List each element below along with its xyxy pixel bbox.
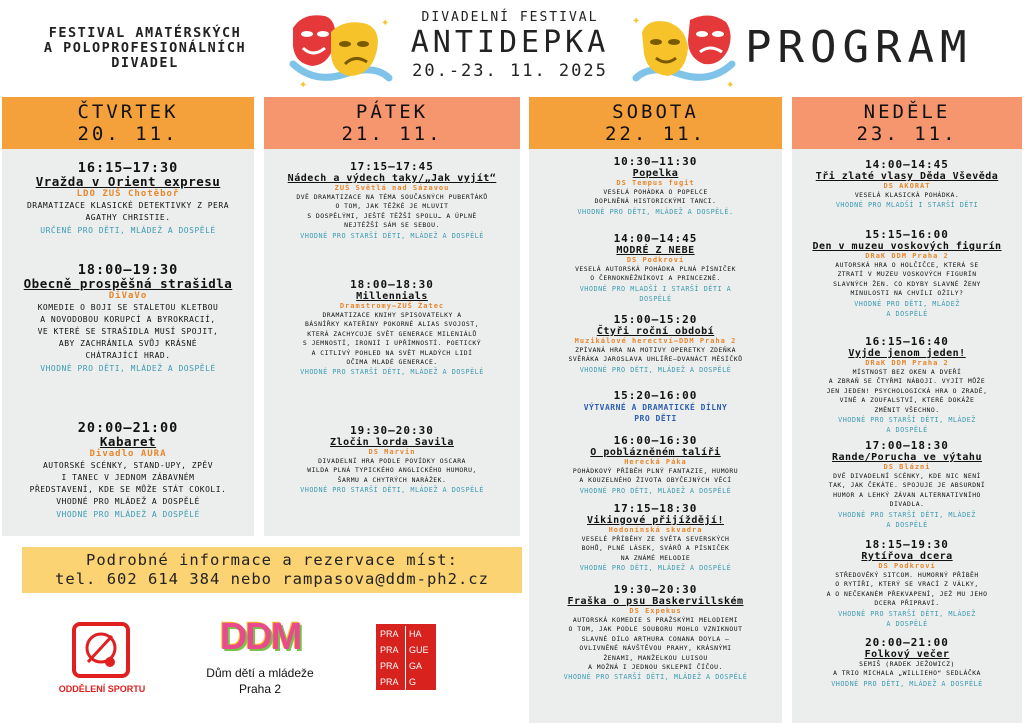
event-description-line: OVLIVNĚNÉ NÁVŠTĚVOU PRAHY, KRÁSNÝMI xyxy=(579,644,732,653)
event-description-line: ZPÍVANÁ HRA NA MOTIVY OPERETKY ZDEŇKA xyxy=(575,346,736,354)
event-description-line: HUMOR A LEHKÝ ZÁVAN ALTERNATIVNÍHO xyxy=(833,490,981,499)
event-audience: A DOSPĚLÉ xyxy=(886,309,928,318)
day-name: SOBOTA xyxy=(612,101,699,123)
event-description-line: NEJTĚŽŠÍ SÁM SE SEBOU. xyxy=(344,221,440,230)
day-name: NEDĚLE xyxy=(863,101,951,123)
event-title: Zločin lorda Savila xyxy=(330,437,454,448)
event-time: 18:00–18:30 xyxy=(350,278,434,291)
event-time: 19:30–20:30 xyxy=(613,583,698,596)
svg-text:✦: ✦ xyxy=(299,80,308,91)
event-description-line: CHÁTRAJÍCÍ HRAD. xyxy=(85,351,171,360)
event-time: 17:15–18:30 xyxy=(613,502,698,515)
event-description-line: A O NEČEKANÉM PŘEKVAPENÍ, JEŽ MU JEHO xyxy=(826,589,988,598)
event-organizer: DS Blázni xyxy=(883,463,931,471)
event-description-line: POHÁDKOVÝ PŘÍBĚH PLNÝ FANTAZIE, HUMORU xyxy=(572,467,739,475)
event-description-line: BÁSNÍŘKY KATEŘINY POKORNÉ ALIAS SVOJOST, xyxy=(305,320,479,329)
praha-logo-text: PRA xyxy=(378,658,406,674)
event-time: 17:00–18:30 xyxy=(865,439,949,452)
event-description-line: SVĚRÁKA JAROSLAVA UHLÍŘE–DVANÁCT MĚSÍČKŮ xyxy=(568,355,743,364)
event-description-line: SLAVNÝCH ŽEN. CO KDYBY SLAVNÉ ŽENY xyxy=(833,279,981,288)
event xyxy=(2,263,254,376)
event-audience: VHODNÉ PRO STARŠÍ DĚTI, MLÁDEŽ A DOSPĚLÉ xyxy=(300,368,484,377)
event-description-line: AUTORSKÁ HRA O HOLČIČCE, KTERÁ SE xyxy=(835,261,979,269)
event-time: 14:00–14:45 xyxy=(613,232,698,245)
subtitle-line-1: FESTIVAL AMATÉRSKÝCH xyxy=(48,25,242,41)
theatre-masks-left-icon xyxy=(285,6,397,94)
event-audience: DOSPĚLÉ xyxy=(639,294,672,303)
event-description-line: O TOM, JAK PODLE SOUBORU MOHLO VZNIKNOUT xyxy=(568,625,743,634)
festival-name: ANTIDEPKA xyxy=(410,25,610,60)
event xyxy=(792,229,1022,319)
event xyxy=(792,159,1022,210)
event xyxy=(529,156,782,217)
festival-label: DIVADELNÍ FESTIVAL xyxy=(421,10,599,25)
day-date: 22. 11. xyxy=(604,123,707,145)
event-description-line: S JEMNOSTÍ, IRONIÍ I UPŘÍMNOSTÍ. POETICKÝ xyxy=(302,339,482,348)
event xyxy=(2,161,254,238)
event-description-line: DVĚ DRAMATIZACE NA TÉMA SOUČASNÝCH PUBERŤÁKŮ xyxy=(296,193,488,201)
event-title: Vyjde jenom jeden! xyxy=(848,348,966,359)
event-description-line: O RYTÍŘI, KTERÝ SE VRACÍ Z VÁLKY, xyxy=(835,580,979,589)
event-title: Tři zlaté vlasy Děda Vševěda xyxy=(815,171,999,182)
praha-logo-text: HA xyxy=(409,629,422,639)
event xyxy=(2,421,254,522)
event-time: 15:20–16:00 xyxy=(613,389,698,402)
praha-logo-text: PRA xyxy=(378,642,406,658)
event-description-line: KTERÁ ZACHYCUJE SVĚT GENERACE MILENIÁLŮ xyxy=(307,329,477,338)
contact-line: tel. 602 614 384 nebo rampasova@ddm-ph2.cz xyxy=(55,570,489,588)
event-title: Vikingové přijíždějí! xyxy=(587,515,724,526)
event-description-line: A TRIO MICHALA „WILLIEHO“ SEDLÁČKA xyxy=(833,669,981,678)
event-title: Rytířova dcera xyxy=(861,551,953,562)
day-name: ČTVRTEK xyxy=(77,101,179,123)
event-organizer: Herecká Páka xyxy=(624,458,687,466)
event-description-line: A ZBRAŇ SE ČTYŘMI NÁBOJI. VYJÍT MŮŽE xyxy=(828,377,986,386)
ddm-logo-line1: Dům dětí a mládeže xyxy=(206,666,314,680)
event-time: 16:15–16:40 xyxy=(865,335,949,348)
event-audience: VHODNÉ PRO MLADŠÍ I STARŠÍ DĚTI A xyxy=(579,284,732,293)
event-organizer: Muzikálové herectví–DDM Praha 2 xyxy=(574,337,737,345)
event-description-line: O ČERNOKNĚŽNÍKOVI A PRINCEZNĚ. xyxy=(590,274,721,283)
event-time: 19:30–20:30 xyxy=(350,424,434,437)
event-description-line: MINULOSTI NA CHVÍLI OŽILY? xyxy=(850,289,964,298)
event-audience: VHODNÉ PRO MLADŠÍ I STARŠÍ DĚTI xyxy=(835,201,979,210)
event-organizer: DS Marvin xyxy=(368,448,416,456)
event-description-line: NA ZNÁMÉ MELODIE xyxy=(620,553,691,562)
event-description-line: PŘEDSTAVENÍ, KDE SE MŮŽE STÁT COKOLI. xyxy=(29,485,227,494)
event-title: Vražda v Orient expresu xyxy=(35,174,221,189)
day-date: 20. 11. xyxy=(77,123,179,145)
event-time: 18:00–19:30 xyxy=(77,262,179,278)
praha-logo xyxy=(376,624,436,690)
event-audience: VHODNÉ PRO STARŠÍ DĚTI, MLÁDEŽ A DOSPĚLÉ xyxy=(300,231,484,240)
event-description-line: JEN JEDEN! PSYCHOLOGICKÁ HRA O ZRADĚ, xyxy=(826,386,988,395)
event-description-line: KOMEDIE O BOJI SE STALETOU KLETBOU xyxy=(37,303,219,312)
svg-text:✦: ✦ xyxy=(726,80,735,91)
column-sunday xyxy=(792,149,1022,723)
event-audience: VHODNÉ PRO STARŠÍ DĚTI, MLÁDEŽ A DOSPĚLÉ xyxy=(300,486,484,495)
event-organizer: ZUŠ Světlá nad Sázavou xyxy=(334,184,450,192)
event xyxy=(792,539,1022,629)
event xyxy=(264,425,520,495)
event-organizer: Hodonínská skvadra xyxy=(608,526,703,534)
event-description-line: DVĚ DIVADELNÍ SCÉNKY, KDE NIC NENÍ xyxy=(833,472,981,480)
event-organizer: DS Tempus fugit xyxy=(616,179,695,187)
event-description-line: VESELÁ POHÁDKA O POPELCE xyxy=(603,188,708,196)
event-description-line: VINĚ A ZOUFALSTVÍ, KTERÉ DOKÁŽE xyxy=(839,396,975,405)
event-description-line: AUTORSKÁ KOMEDIE S PRAŽSKÝMI MELODIEMI xyxy=(572,616,739,624)
event-audience: VHODNÉ PRO MLÁDEŽ A DOSPĚLÉ xyxy=(56,510,200,519)
event-time: 14:00–14:45 xyxy=(865,158,949,171)
event-audience: VHODNÉ PRO DĚTI, MLÁDEŽ A DOSPĚLÉ xyxy=(831,679,983,688)
event-organizer: DS AKORAT xyxy=(883,182,931,190)
festival-title-block xyxy=(400,10,620,81)
praha-logo-text: PRA xyxy=(378,626,406,642)
event-organizer: DiVaVo xyxy=(108,291,148,301)
day-name: PÁTEK xyxy=(355,101,429,123)
event-description-line: DCERA PŘIPRAVÍ. xyxy=(874,599,940,608)
event-description-line: DIVADELNÍ HRA PODLE POVÍDKY OSCARA xyxy=(318,457,466,465)
event-description-line: O TOM, JAK TĚŽKÉ JE MLUVIT xyxy=(335,202,449,211)
event-audience: A DOSPĚLÉ xyxy=(886,520,928,529)
event-description-line: WILDA PLNÁ TYPICKÉHO ANGLICKÉHO HUMORU, xyxy=(307,466,477,475)
event-time: 20:00–21:00 xyxy=(865,636,949,649)
event-title: Obecně prospěšná strašidla xyxy=(23,276,233,291)
program-heading: PROGRAM xyxy=(745,22,973,73)
event-description-line: I TANEC V JEDNOM ZÁBAVNÉM xyxy=(61,473,195,482)
event-description-line: ABY ZACHRÁNILA SVŮJ KRÁSNÉ xyxy=(58,339,198,348)
event xyxy=(529,503,782,573)
sport-logo-label: ODDĚLENÍ SPORTU xyxy=(58,684,146,694)
event-title: Čtyři roční období xyxy=(596,326,715,337)
event-description-line: DOPLNĚNÁ HISTORICKÝMI TANCI. xyxy=(594,197,717,206)
event-title: Popelka xyxy=(632,168,679,179)
svg-text:✦: ✦ xyxy=(632,16,641,27)
event-description-line: A KOUZELNÉHO ŽIVOTA OBYČEJNÝCH VĚCÍ xyxy=(579,476,732,485)
event-time: 18:15–19:30 xyxy=(865,538,949,551)
event-description-line: VE KTERÉ SE STRAŠIDLA MUSÍ SPOJIT, xyxy=(37,327,219,336)
day-header-sunday xyxy=(792,97,1022,149)
event-description-line: VHODNÉ PRO MLÁDEŽ A DOSPĚLÉ xyxy=(56,497,200,506)
event-description-line: SEMIŠ (RADEK JEŽOWICZ) xyxy=(859,660,955,668)
event-description-line: A CITLIVÝ POHLED NA SVĚT MLADÝCH LIDÍ xyxy=(311,348,473,357)
event-organizer: DRaK DDM Praha 2 xyxy=(865,359,949,367)
event-description-line: TAK, JAK ČEKÁTE. SPOJUJE JE ABSURDNÍ xyxy=(828,481,986,490)
event-title: Fraška o psu Baskervillském xyxy=(567,596,744,607)
event-description-line: OČIMA MLADÉ GENERACE. xyxy=(346,358,438,367)
event-description-line: VESELÉ PŘÍBĚHY ZE SVĚTA SEVERSKÝCH xyxy=(581,535,730,543)
event-description-line: AUTORSKÉ SCÉNKY, STAND-UPY, ZPĚV xyxy=(42,461,214,470)
ddm-logo-line2: Praha 2 xyxy=(238,682,282,696)
event-organizer: LDO ZUŠ Chotěboř xyxy=(76,189,180,199)
event-workshop-label: VÝTVARNÉ A DRAMATICKÉ DÍLNY xyxy=(583,403,728,412)
column-thursday xyxy=(2,149,254,536)
day-date: 21. 11. xyxy=(341,123,443,145)
column-saturday xyxy=(529,149,782,723)
event xyxy=(792,336,1022,435)
event-description-line: BOHŮ, PLNÉ LÁSEK, SVÁRŮ A PÍSNIČEK xyxy=(581,544,730,553)
event xyxy=(792,637,1022,689)
column-friday xyxy=(264,149,520,536)
event-organizer: DS Expekus xyxy=(629,607,682,615)
event-description-line: ZMĚNIT VŠECHNO. xyxy=(874,405,940,414)
event-audience: VHODNÉ PRO DĚTI, MLÁDEŽ A DOSPĚLÉ. xyxy=(577,207,734,216)
praha-logo-text: G xyxy=(409,677,417,687)
praha-logo-text: GUE xyxy=(409,645,429,655)
event-audience: VHODNÉ PRO STARŠÍ DĚTI, MLÁDEŽ xyxy=(838,510,976,519)
event-audience: VHODNÉ PRO STARŠÍ DĚTI, MLÁDEŽ xyxy=(838,416,976,425)
event-description-line: VESELÁ KLASICKÁ POHÁDKA. xyxy=(854,191,960,199)
event-organizer: Divadlo AURA xyxy=(89,449,167,459)
event-audience: VHODNÉ PRO DĚTI, MLÁDEŽ xyxy=(854,299,960,308)
event-description-line: A MOŽNÁ I JEDNOU SKLEPNÍ ČÍČOU. xyxy=(588,663,723,672)
event-time: 20:00–21:00 xyxy=(77,420,179,436)
event-audience: A DOSPĚLÉ xyxy=(886,426,928,435)
event-description-line: DIVADLA. xyxy=(889,500,925,509)
event-organizer: DS Podkroví xyxy=(878,562,936,570)
day-date: 23. 11. xyxy=(856,123,958,145)
event-title: Den v muzeu voskových figurín xyxy=(812,241,1002,252)
praha-logo-text: GA xyxy=(409,661,423,671)
event-description-line: ŠARMU A CHYTRÝCH NARÁŽEK. xyxy=(337,475,447,484)
event-description-line: ŽENAMI, MANŽELKOU LUISOU xyxy=(603,653,708,662)
event-organizer: DRaK DDM Praha 2 xyxy=(865,252,949,260)
event-title: Rande/Porucha ve výtahu xyxy=(832,452,982,463)
event-time: 15:00–15:20 xyxy=(613,313,698,326)
subtitle-line-3: DIVADEL xyxy=(111,55,179,71)
event-title: Kabaret xyxy=(99,434,157,449)
event-description-line: S DOSPĚLÝMI, JEŠTĚ TĚŽŠÍ SPOLU… A ÚPLNĚ xyxy=(307,211,477,220)
event-title: Folkový večer xyxy=(864,649,950,660)
event xyxy=(264,279,520,377)
theatre-masks-right-icon xyxy=(628,6,740,94)
event-description-line: SLAVNÉ DÍLO ARTHURA CONANA DOYLA – xyxy=(581,634,730,643)
event-title: MODRÉ Z NEBE xyxy=(616,245,695,256)
event-title: Nádech a výdech taky/„Jak vyjít“ xyxy=(287,173,497,184)
event-audience: VHODNÉ PRO DĚTI, MLÁDEŽ A DOSPĚLÉ xyxy=(579,564,732,573)
event-description-line: VESELÁ AUTORSKÁ POHÁDKA PLNÁ PÍSNIČEK xyxy=(575,265,736,273)
day-header-friday xyxy=(264,97,520,149)
praha-logo-text: PRA xyxy=(378,674,406,690)
event-title: Millennials xyxy=(356,291,428,302)
event-description-line: MÍSTNOST BEZ OKEN A DVEŘÍ xyxy=(852,368,962,376)
event-time: 17:15–17:45 xyxy=(350,160,434,173)
info-line-1: Podrobné informace a rezervace míst: xyxy=(86,551,458,569)
event-description-line: A NOVODOBOU KORUPCÍ A BYROKRACIÍ, xyxy=(40,315,216,324)
day-header-saturday xyxy=(529,97,782,149)
svg-text:✦: ✦ xyxy=(381,18,390,29)
event xyxy=(529,435,782,496)
event-organizer: Dramstromy–ZUŠ Žatec xyxy=(339,302,445,310)
event-time: 15:15–16:00 xyxy=(865,228,949,241)
event-audience: VHODNÉ PRO DĚTI, MLÁDEŽ A DOSPĚLÉ xyxy=(579,365,732,374)
reservation-info xyxy=(22,547,522,593)
event xyxy=(529,390,782,424)
event xyxy=(792,440,1022,530)
event xyxy=(529,314,782,375)
event-title: O pobláznĕném talíři xyxy=(590,447,721,458)
event-audience: VHODNÉ PRO STARŠÍ DĚTI, MLÁDEŽ A DOSPĚLÉ xyxy=(563,673,748,682)
event xyxy=(529,584,782,682)
ddm-logo-letters: DDM xyxy=(219,616,301,658)
event-description-line: ZTRATÍ V MUZEU VOSKOVÝCH FIGURÍN xyxy=(837,270,977,279)
festival-subtitle xyxy=(14,26,276,71)
event-time: 16:15–17:30 xyxy=(77,160,179,176)
event-audience: URČENÉ PRO DĚTI, MLÁDEŽ A DOSPĚLÉ xyxy=(40,226,216,235)
event-time: 16:00–16:30 xyxy=(613,434,698,447)
event-description-line: AGATHY CHRISTIE. xyxy=(85,213,171,222)
event-workshop-label: PRO DĚTI xyxy=(634,414,677,423)
event-audience: VHODNÉ PRO DĚTI, MLÁDEŽ A DOSPĚLÉ xyxy=(40,364,216,373)
event-description-line: DRAMATIZACE KNIHY SPISOVATELKY A xyxy=(322,311,462,319)
event-audience: A DOSPĚLÉ xyxy=(886,619,928,628)
sport-logo-icon xyxy=(72,622,130,678)
event xyxy=(264,161,520,241)
event-description-line: STŘEDOVĚKÝ SITCOM. HUMORNÝ PŘÍBĚH xyxy=(835,571,979,579)
event-time: 10:30–11:30 xyxy=(613,155,698,168)
event-audience: VHODNÉ PRO STARŠÍ DĚTI, MLÁDEŽ xyxy=(838,609,976,618)
subtitle-line-2: A POLOPROFESIONÁLNÍCH xyxy=(43,40,247,56)
event-audience: VHODNÉ PRO DĚTI, MLÁDEŽ A DOSPĚLÉ xyxy=(579,486,732,495)
event xyxy=(529,233,782,304)
event-description-line: DRAMATIZACE KLASICKÉ DETEKTIVKY Z PERA xyxy=(26,201,230,210)
festival-dates: 20.-23. 11. 2025 xyxy=(412,61,608,81)
event-organizer: DS Podkroví xyxy=(626,256,685,264)
day-header-thursday xyxy=(2,97,254,149)
